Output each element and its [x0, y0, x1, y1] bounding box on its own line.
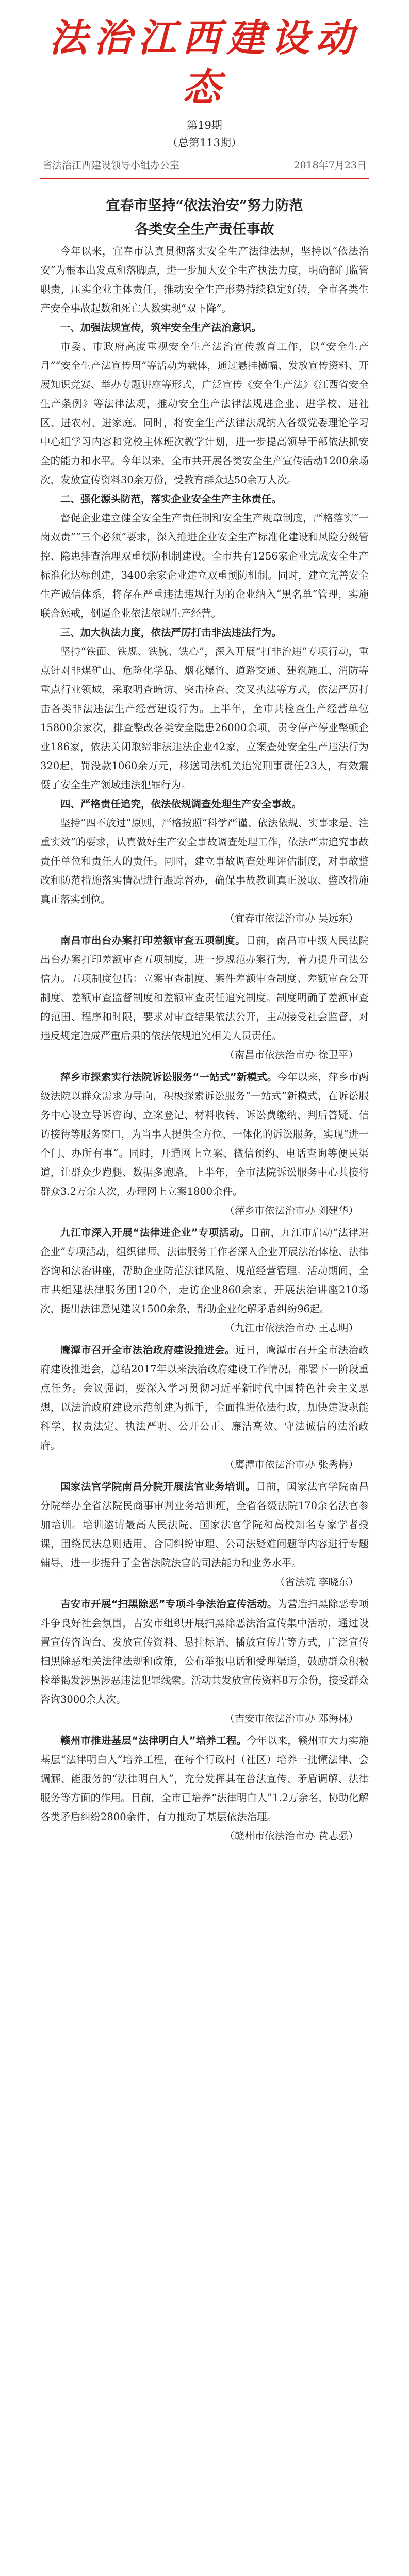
- lead-article: [40, 194, 369, 928]
- news-body: 日前，国家法官学院南昌分院举办全省法院民商事审判业务培训班，全省各级法院170余名法官参加培训。培训邀请最高人民法院、国家法官学院和高校知名专家学者授课，围绕民法总则适用、合同纠纷审理、公司法疑难问题等内容进行专题辅导，进一步提升了全省法院法官的司法能力和业务水平。: [40, 1481, 369, 1569]
- news-title: 吉安市开展“扫黑除恶”专项斗争法治宣传活动。: [60, 1598, 277, 1610]
- issue-number: 第19期: [187, 119, 222, 131]
- news-item: [40, 1595, 369, 1728]
- news-source: （赣州市依法治市办 黄志强）: [224, 1830, 358, 1842]
- news-item: [40, 1223, 369, 1337]
- news-body: 今年以来，赣州市大力实施基层“法律明白人”培养工程，在每个行政村（社区）培养一批懂法律、会调解、能服务的“法律明白人”，充分发挥其在普法宣传、矛盾调解、法律服务等方面的作用。目前，全市已培养“法律明白人”1.2万余名，协助化解各类矛盾纠纷2800余件，有力推动了基层依法治理。: [40, 1735, 369, 1823]
- news-body: 今年以来，萍乡市两级法院以群众需求为导向，积极探索诉讼服务“一站式”新模式，在诉讼服务中心设立导诉咨询、立案登记、材料收转、诉讼费缴纳、判后答疑、信访接待等服务窗口，为当事人提供全方位、一体化的诉讼服务，实现“进一个门、办所有事”。同时，开通网上立案、微信预约、电话查询等便民渠道，让群众少跑腿、数据多跑路。上半年，全市法院诉讼服务中心共接待群众3.2万余人次，办理网上立案1800余件。: [40, 1071, 369, 1197]
- news-item: [40, 1067, 369, 1220]
- lead-paragraph-2: 督促企业建立健全安全生产责任制和安全生产规章制度，严格落实“一岗双责”“三个必须”要求，深入推进企业安全生产标准化建设和风险分级管控、隐患排查治理双重预防机制建设。全市共有1256家企业完成安全生产标准化达标创建，3400余家企业建立双重预防机制。同时，建立完善安全生产诚信体系，将存在严重违法违规行为的企业纳入“黑名单”管理，实施联合惩戒，倒逼企业依法依规生产经营。: [40, 512, 369, 619]
- news-title: 鹰潭市召开全市法治政府建设推进会。: [60, 1344, 236, 1356]
- issue-date: 2018年7月23日: [293, 160, 367, 171]
- news-list: [40, 931, 369, 1845]
- lead-title-line1: 宜春市坚持“依法治安”努力防范: [106, 198, 303, 214]
- news-title: 萍乡市探索实行法院诉讼服务“一站式”新模式。: [60, 1071, 277, 1083]
- news-title: 南昌市出台办案打印差额审查五项制度。: [60, 935, 246, 946]
- news-item: [40, 1731, 369, 1845]
- lead-paragraph-3: 坚持“铁面、铁规、铁腕、铁心”，深入开展“打非治违”专项行动，重点针对非煤矿山、危险化学品、烟花爆竹、道路交通、建筑施工、消防等重点行业领域，采取明查暗访、突击检查、交叉执法等方式，依法严厉打击各类非法违法生产经营建设行为。上半年，全市共检查生产经营单位15800余家次，排查整改各类安全隐患26000余项，责令停产停业整顿企业186家，依法关闭取缔非法违法企业42家，立案查处安全生产违法行为320起，罚没款1060余万元，移送司法机关追究刑事责任23人，有效震慑了安全生产领域违法犯罪行为。: [40, 646, 369, 791]
- news-source: （鹰潭市依法治市办 张秀梅）: [224, 1459, 358, 1470]
- news-source: （萍乡市依法治市办 刘建华）: [224, 1205, 358, 1216]
- lead-source: （宜春市依法治市办 吴远东）: [224, 912, 358, 924]
- lead-heading-4: 四、严格责任追究，依法依规调查处理生产安全事故。: [60, 798, 302, 810]
- lead-title-line2: 各类安全生产责任事故: [135, 222, 274, 238]
- news-body: 日前，九江市启动“法律进企业”专项活动，组织律师、法律服务工作者深入企业开展法治体检、法律咨询和法治讲座，帮助企业防范法律风险、规范经营管理。活动期间，全市共组建法律服务团120个，走访企业860余家，开展法治讲座210场次，提出法律意见建议1500余条，帮助企业化解矛盾纠纷96起。: [40, 1227, 369, 1315]
- news-source: （省法院 李晓东）: [274, 1576, 358, 1588]
- masthead-rule: [40, 177, 369, 179]
- news-body: 日前，南昌市中级人民法院出台办案打印差额审查五项制度，进一步规范办案行为，着力提升司法公信力。五项制度包括：立案审查制度、案件差额审查制度、差额审查公开制度、差额审查监督制度和差额审查责任追究制度。制度明确了差额审查的范围、程序和时限，要求对审查结果依法公开，主动接受社会监督，对违反规定造成严重后果的依法依规追究相关人员责任。: [40, 935, 369, 1042]
- news-title: 九江市深入开展“法律进企业”专项活动。: [60, 1227, 250, 1239]
- news-item: [40, 1477, 369, 1591]
- lead-intro: 今年以来，宜春市认真贯彻落实安全生产法律法规，坚持以“依法治安”为根本出发点和落脚点，进一步加大安全生产执法力度，明确部门监管职责，压实企业主体责任，推动安全生产形势持续稳定好转，全市各类生产安全事故起数和死亡人数实现“双下降”。: [40, 245, 369, 314]
- meta-row: [40, 158, 369, 177]
- lead-heading-2: 二、强化源头防范，落实企业安全生产主体责任。: [60, 493, 282, 505]
- news-source: （九江市依法治市办 王志明）: [224, 1322, 358, 1334]
- news-item: [40, 931, 369, 1064]
- news-title: 国家法官学院南昌分院开展法官业务培训。: [60, 1481, 256, 1493]
- issue-total: （总第113期）: [167, 137, 242, 149]
- news-body: 为营造扫黑除恶专项斗争良好社会氛围，吉安市组织开展扫黑除恶法治宣传集中活动，通过设置宣传咨询台、发放宣传资料、悬挂标语、播放宣传片等方式，广泛宣传扫黑除恶相关法律法规和政策，公布举报电话和受理渠道，鼓励群众积极检举揭发涉黑涉恶违法犯罪线索。活动共发放宣传资料8万余份，接受群众咨询3000余人次。: [40, 1598, 369, 1705]
- news-body: 近日，鹰潭市召开全市法治政府建设推进会，总结2017年以来法治政府建设工作情况，部署下一阶段重点任务。会议强调，要深入学习贯彻习近平新时代中国特色社会主义思想，以法治政府建设示范创建为抓手，全面推进依法行政，加快建设职能科学、权责法定、执法严明、公开公正、廉洁高效、守法诚信的法治政府。: [40, 1344, 369, 1451]
- masthead-title: 法治江西建设动态: [49, 16, 360, 110]
- publisher: 省法治江西建设领导小组办公室: [42, 160, 180, 171]
- lead-heading-1: 一、加强法规宣传，筑牢安全生产法治意识。: [60, 321, 262, 333]
- news-source: （南昌市依法治市办 徐卫平）: [224, 1049, 358, 1061]
- lead-paragraph-4: 坚持“四不放过”原则，严格按照“科学严谨、依法依规、实事求是、注重实效”的要求，认真做好生产安全事故调查处理工作，依法严肃追究事故责任单位和责任人的责任。同时，建立事故调查处理评估制度，对事故整改和防范措施落实情况进行跟踪督办，确保事故教训真正汲取、整改措施真正落实到位。: [40, 817, 369, 905]
- lead-paragraph-1: 市委、市政府高度重视安全生产法治宣传教育工作，以“安全生产月”“安全生产法宣传周”等活动为载体，通过悬挂横幅、发放宣传资料、开展知识竞赛、举办专题讲座等形式，广泛宣传《安全生产法》《江西省安全生产条例》等法律法规，推动安全生产法律法规进企业、进学校、进社区、进农村、进家庭。同时，将安全生产法律法规纳入各级党委理论学习中心组学习内容和党校主体班次教学计划，进一步提高领导干部依法抓安全的能力和水平。今年以来，全市共开展各类安全生产宣传活动1200余场次，发放宣传资料30余万份，受教育群众达50余万人次。: [40, 341, 369, 486]
- news-title: 赣州市推进基层“法律明白人”培养工程。: [60, 1735, 247, 1747]
- news-source: （吉安市依法治市办 邓海林）: [224, 1713, 358, 1724]
- lead-heading-3: 三、加大执法力度，依法严厉打击非法违法行为。: [60, 626, 282, 638]
- news-item: [40, 1341, 369, 1474]
